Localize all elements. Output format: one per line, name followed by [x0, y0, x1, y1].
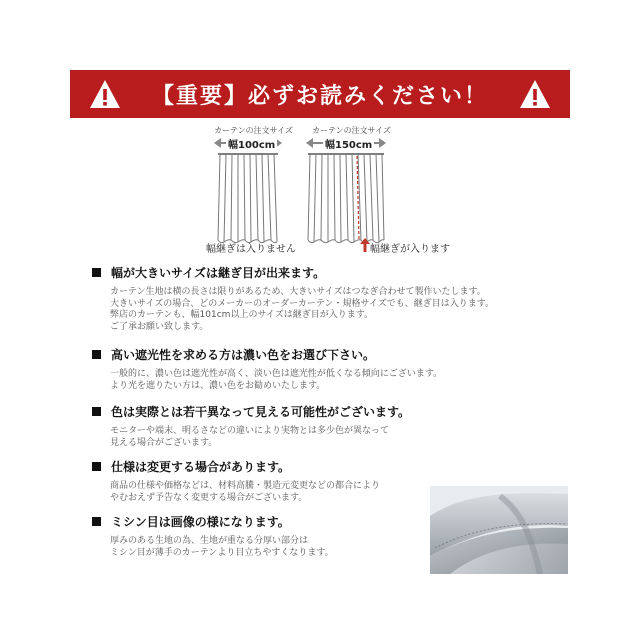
- square-bullet-icon: [92, 407, 101, 416]
- section-color: [92, 403, 562, 449]
- banner-title: 【重要】必ずお読みください！: [151, 83, 488, 109]
- square-bullet-icon: [92, 462, 101, 471]
- curtain-icon: [216, 150, 280, 244]
- diagram-caption: カーテンの注文サイズ: [312, 126, 391, 135]
- warning-triangle-icon: [88, 78, 122, 110]
- section-heading: ミシン目は画像の様になります。: [92, 513, 562, 530]
- section-heading: 仕様は変更する場合があります。: [92, 458, 562, 475]
- section-seam: [92, 264, 562, 333]
- warning-triangle-icon: [518, 78, 552, 110]
- width-label: 幅100cm: [226, 136, 277, 151]
- diagram-note: 幅継ぎは入りません: [206, 244, 296, 255]
- section-heading: 色は実際とは若干異なって見える可能性がございます。: [92, 403, 562, 420]
- section-body: 一般的に、濃い色は遮光性が高く、淡い色は遮光性が低くなる傾向にございます。 より光を遮りたい方は、濃い色をお勧めいたします。: [110, 369, 443, 391]
- section-body: モニターや端末、明るさなどの違いにより実物とは多少色が異なって 見える場合がございます。: [110, 426, 390, 448]
- width-label: 幅150cm: [323, 136, 374, 151]
- section-heading: 幅が大きいサイズは継ぎ目が出来ます。: [92, 264, 562, 281]
- diagram-caption: カーテンの注文サイズ: [214, 126, 293, 135]
- diagram-note: 幅継ぎが入ります: [370, 244, 450, 255]
- curtain-icon: [306, 150, 386, 244]
- square-bullet-icon: [92, 268, 101, 277]
- section-body: 商品の仕様や価格などは、材料高騰・製造元変更などの都合により やむおえず予告なく変更する場合がございます。: [110, 481, 381, 503]
- section-body: カーテン生地は横の長さは限りがあるため、大きいサイズはつなぎ合わせて製作いたします。 大きいサイズの場合、どのメーカーのオーダーカーテン・規格サイズでも、継ぎ目は入ります。 弊店のカーテンも、幅101cm以上のサイズは継ぎ目が入ります。 ご了承お願い致します。: [110, 287, 495, 332]
- up-arrow-icon: [360, 238, 370, 252]
- section-body: 厚みのある生地の為、生地が重なる分厚い部分は ミシン目が薄手のカーテンより目立ちやすくなります。: [110, 536, 334, 558]
- square-bullet-icon: [92, 350, 101, 359]
- warning-banner: [70, 70, 570, 118]
- fabric-stitch-photo: [430, 486, 568, 574]
- section-heading: 高い遮光性を求める方は濃い色をお選び下さい。: [92, 346, 562, 363]
- section-blackout: [92, 346, 562, 392]
- square-bullet-icon: [92, 517, 101, 526]
